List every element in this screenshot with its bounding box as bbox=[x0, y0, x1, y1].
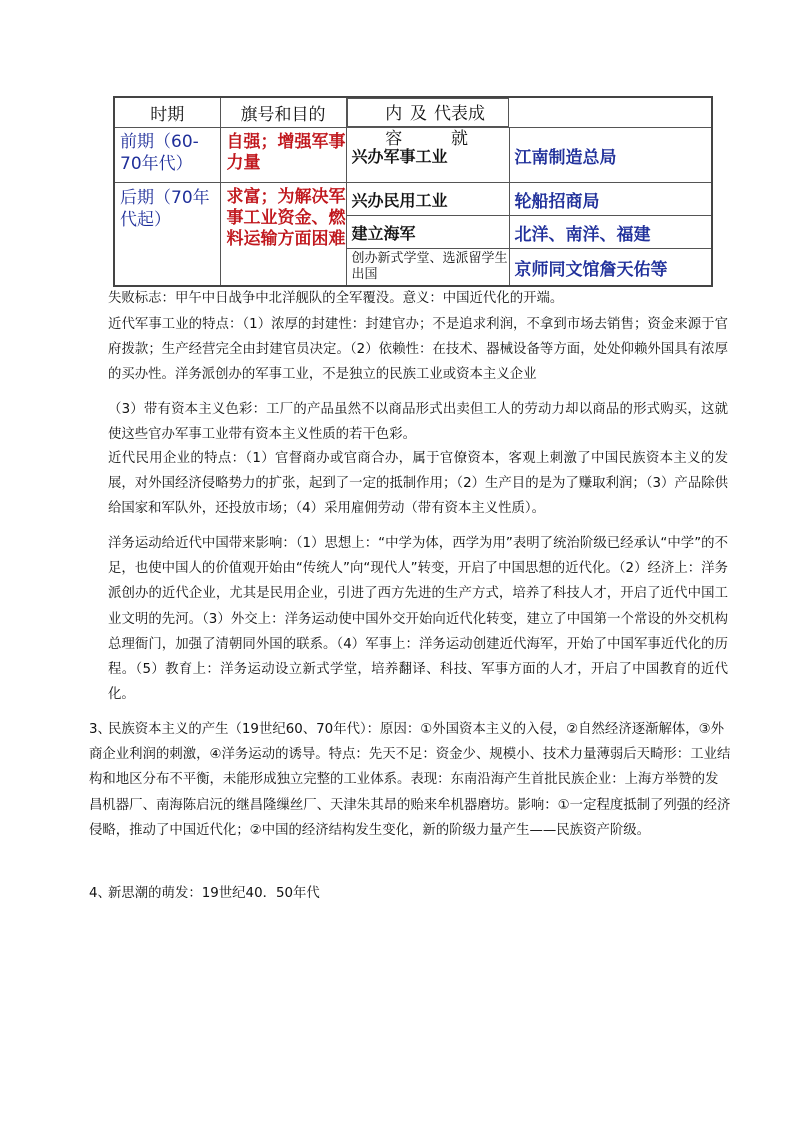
section-3-number: 3、 bbox=[89, 722, 111, 737]
header-content-group bbox=[347, 98, 510, 149]
front-banner: 自强；增强军事力量 bbox=[220, 128, 346, 183]
table-row-back-1 bbox=[114, 183, 712, 216]
table-row-front bbox=[114, 128, 712, 183]
military-features-3-paragraph: （3）带有资本主义色彩：工厂的产品虽然不以商品形式出卖但工人的劳动力却以商品的形式购买，这就使这些官办军事工业带有资本主义性质的若干色彩。 bbox=[108, 402, 728, 443]
back-content-3: 创办新式学堂、选派留学生出国 bbox=[346, 249, 509, 287]
header-content: 内容 bbox=[385, 104, 403, 149]
front-content: 兴办军事工业 bbox=[346, 128, 509, 183]
back-achievement-3: 京师同文馆詹天佑等 bbox=[509, 249, 712, 287]
back-achievement-2: 北洋、南洋、福建 bbox=[509, 216, 712, 249]
section-3-text: 民族资本主义的产生（19世纪60、70年代）：原因：①外国资本主义的入侵，②自然经济逐渐解体，③外商企业利润的刺激，④洋务运动的诱导。特点：先天不足：资金少、规模小、技术力量薄弱后天畸形：工业结构和地区分布不平衡，未能形成独立完整的工业体系。表现：东南沿海产生首批民族企业：上海方举赞的发昌机器厂、南海陈启沅的继昌隆缫丝厂、天津朱其昂的贻来牟机器磨坊。影响：①一定程度抵制了列强的经济侵略，推动了中国近代化；②中国的经济结构发生变化，新的阶级力量产生——民族资产阶级。 bbox=[89, 722, 731, 838]
back-content-1: 兴办民用工业 bbox=[346, 183, 509, 216]
back-period: 后期（70年代起） bbox=[114, 183, 220, 287]
header-banner: 旗号和目的 bbox=[220, 97, 346, 128]
influence-paragraph: 洋务运动给近代中国带来影响：（1）思想上：“中学为体，西学为用”表明了统治阶级已经承认“中学”的不足，也使中国人的价值观开始由“传统人”向“现代人”转变，开启了中国思想的近代化。（2）经济上：洋务派创办的近代企业，尤其是民用企业，引进了西方先进的生产方式，培养了科技人才，开启了近代中国工业文明的先河。（3）外交上：洋务运动使中国外交开始向近代化转变，建立了中国第一个常设的外交机构总理衙门，加强了清朝同外国的联系。（4）军事上：洋务运动创建近代海军，开始了中国军事近代化的历程。（5）教育上：洋务运动设立新式学堂，培养翻译、科技、军事方面的人才，开启了中国教育的近代化。 bbox=[108, 536, 728, 703]
front-achievement: 江南制造总局 bbox=[509, 128, 712, 183]
section-3 bbox=[89, 717, 731, 843]
section-4-text: 新思潮的萌发：19世纪40．50年代 bbox=[108, 886, 320, 901]
back-content-2: 建立海军 bbox=[346, 216, 509, 249]
table-header-row bbox=[114, 97, 712, 128]
back-achievement-1: 轮船招商局 bbox=[509, 183, 712, 216]
civil-features-paragraph: 近代民用企业的特点：（1）官督商办或官商合办，属于官僚资本，客观上刺激了中国民族资本主义的发展，对外国经济侵略势力的扩张，起到了一定的抵制作用；（2）生产目的是为了赚取利润；（3）产品除供给国家和军队外，还投放市场；（4）采用雇佣劳动（带有资本主义性质）。 bbox=[108, 451, 728, 517]
front-period: 前期（60-70年代） bbox=[114, 128, 220, 183]
header-period: 时期 bbox=[114, 97, 220, 128]
military-features-paragraph: 近代军事工业的特点：（1）浓厚的封建性：封建官办；不是追求利润，不拿到市场去销售；资金来源于官府拨款；生产经营完全由封建官员决定。（2）依赖性：在技术、器械设备等方面，处处仰赖外国具有浓厚的买办性。洋务派创办的军事工业，不是独立的民族工业或资本主义企业 bbox=[108, 317, 728, 383]
yangwu-summary-table bbox=[113, 96, 713, 287]
header-and: 及 bbox=[410, 104, 427, 124]
section-4 bbox=[89, 881, 731, 906]
section-4-number: 4、 bbox=[89, 886, 111, 901]
header-achievement: 代表成就 bbox=[434, 104, 485, 149]
back-banner: 求富；为解决军事工业资金、燃料运输方面困难 bbox=[220, 183, 346, 287]
failure-paragraph: 失败标志：甲午中日战争中北洋舰队的全军覆没。意义：中国近代化的开端。 bbox=[108, 291, 564, 306]
